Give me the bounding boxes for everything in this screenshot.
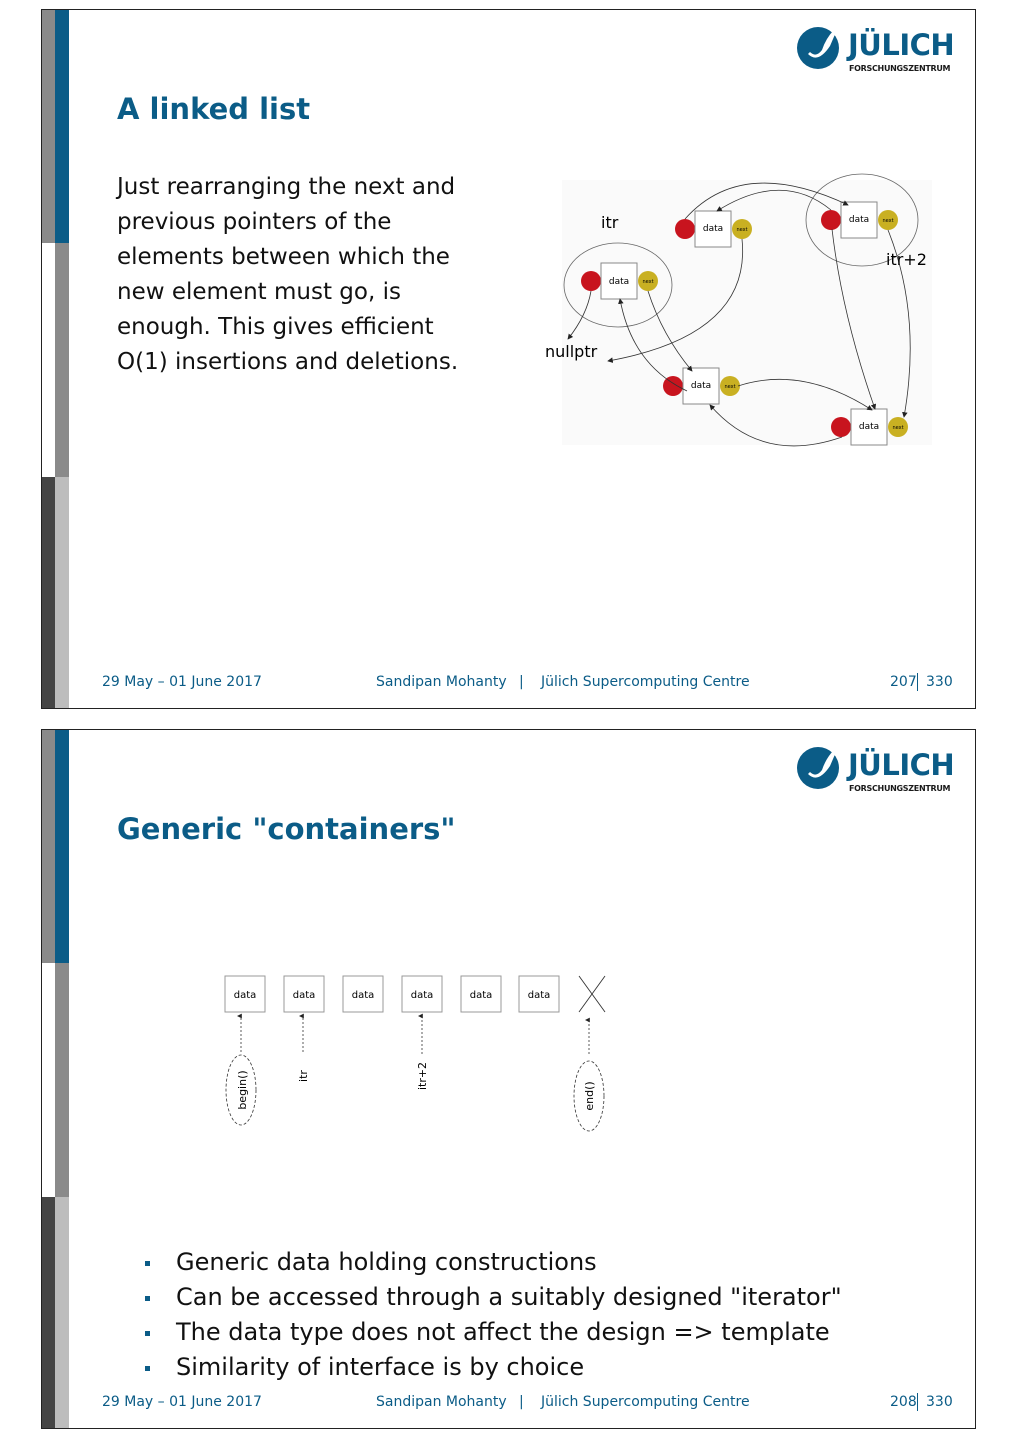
itr2-label: itr+2 — [886, 250, 927, 269]
footer-author: Sandipan Mohanty — [376, 674, 507, 690]
prev-pointer-icon — [821, 210, 841, 230]
logo-word: JÜLICH — [848, 748, 955, 782]
itr2-label: itr+2 — [416, 1061, 429, 1091]
next-label: next — [724, 384, 736, 390]
footer-date: 29 May – 01 June 2017 — [102, 1394, 262, 1410]
page-divider — [917, 673, 918, 691]
body-line: new element must go, is — [117, 279, 401, 305]
bullet-item: The data type does not affect the design => template — [142, 1315, 842, 1350]
slide-208 — [41, 729, 976, 1429]
bullet-item: Similarity of interface is by choice — [142, 1350, 842, 1385]
itr-label: itr — [601, 213, 619, 232]
end-label: end() — [583, 1081, 596, 1111]
body-line: previous pointers of the — [117, 209, 392, 235]
body-line: O(1) insertions and deletions. — [117, 349, 459, 375]
iterator-arrows — [241, 1016, 589, 1054]
slide-207 — [41, 9, 976, 709]
body-line: Just rearranging the next and — [117, 174, 456, 200]
data-label: data — [858, 422, 880, 432]
slide-title: Generic "containers" — [117, 812, 456, 846]
julich-logo — [796, 742, 956, 798]
prev-pointer-icon — [675, 219, 695, 239]
body-line: enough. This gives efficient — [117, 314, 434, 340]
prev-pointer-icon — [831, 417, 851, 437]
footer-page-total: 330 — [926, 674, 953, 690]
bullet-item: Can be accessed through a suitably designed "iterator" — [142, 1280, 842, 1315]
next-label: next — [642, 279, 654, 285]
footer-institution: Jülich Supercomputing Centre — [541, 674, 750, 690]
footer-page-number: 207 — [890, 674, 917, 690]
itr-label: itr — [297, 1070, 310, 1082]
next-label: next — [736, 227, 748, 233]
data-label: data — [848, 215, 870, 225]
julich-logo-icon — [796, 744, 844, 792]
prev-pointer-icon — [663, 376, 683, 396]
logo-subtitle: FORSCHUNGSZENTRUM — [849, 784, 951, 793]
container-diagram — [217, 970, 637, 1140]
page-divider — [917, 1393, 918, 1411]
julich-logo — [796, 22, 956, 78]
slide-title: A linked list — [117, 92, 311, 126]
data-cell-label: data — [233, 990, 257, 1001]
footer-page-number: 208 — [890, 1394, 917, 1410]
linked-list-diagram — [542, 165, 962, 465]
footer-page-total: 330 — [926, 1394, 953, 1410]
body-paragraph — [117, 170, 477, 380]
begin-label: begin() — [236, 1070, 249, 1110]
end-cross-icon — [579, 976, 605, 1012]
data-cell-label: data — [469, 990, 493, 1001]
sidebar-bars — [42, 730, 69, 1428]
bullet-list — [142, 1245, 842, 1385]
logo-word: JÜLICH — [848, 28, 955, 62]
footer-institution: Jülich Supercomputing Centre — [541, 1394, 750, 1410]
logo-subtitle: FORSCHUNGSZENTRUM — [849, 64, 951, 73]
footer-author: Sandipan Mohanty — [376, 1394, 507, 1410]
data-label: data — [608, 277, 630, 287]
data-cell-label: data — [292, 990, 316, 1001]
next-label: next — [892, 425, 904, 431]
bullet-item: Generic data holding constructions — [142, 1245, 842, 1280]
data-label: data — [690, 381, 712, 391]
data-cell-label: data — [351, 990, 375, 1001]
prev-pointer-icon — [581, 271, 601, 291]
body-line: elements between which the — [117, 244, 450, 270]
footer-separator: | — [519, 1394, 524, 1410]
footer-separator: | — [519, 674, 524, 690]
julich-logo-icon — [796, 24, 844, 72]
data-cell-label: data — [410, 990, 434, 1001]
cell-row — [225, 976, 559, 1012]
data-cell-label: data — [527, 990, 551, 1001]
nullptr-label: nullptr — [545, 342, 598, 361]
next-label: next — [882, 218, 894, 224]
data-label: data — [702, 224, 724, 234]
sidebar-bars — [42, 10, 69, 708]
footer-date: 29 May – 01 June 2017 — [102, 674, 262, 690]
